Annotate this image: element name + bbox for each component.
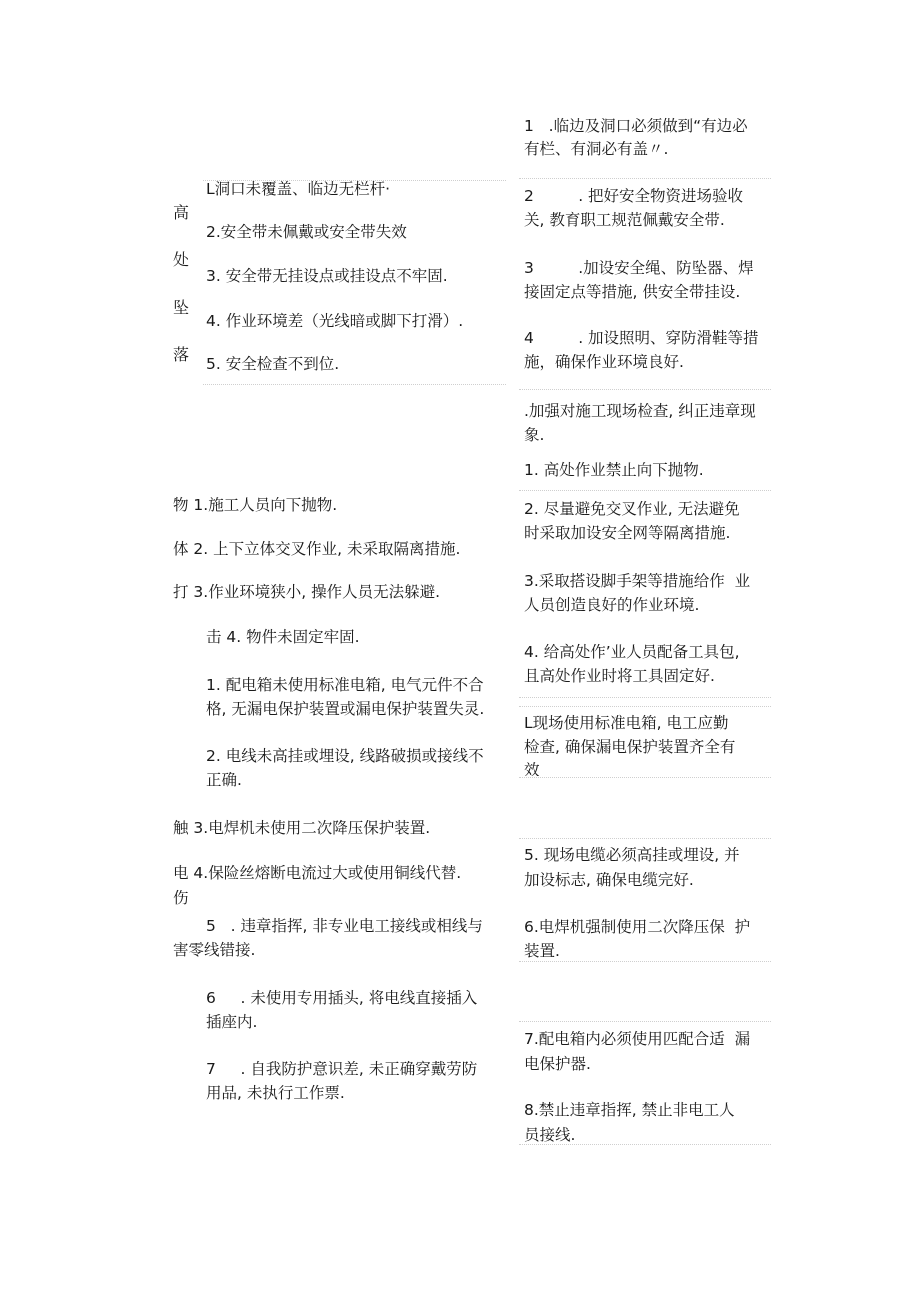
shock-cause: 7 . 自我防护意识差, 未正确穿戴劳防 <box>206 1060 478 1078</box>
fall-measure: 3 .加设安全绳、防坠器、焊 <box>524 259 754 277</box>
shock-measure: 6.电焊机强制使用二次降压保 护 <box>524 918 751 936</box>
fall-measure: .加强对施工现场检查, 纠正违章现 <box>524 402 756 420</box>
shock-measure: 效 <box>524 761 540 776</box>
fall-measure: 4 . 加设照明、穿防滑鞋等措 <box>524 329 759 347</box>
fall-measure: 关, 教育职工规范佩戴安全带. <box>524 211 725 229</box>
fall-measure: 有栏、有洞必有盖〃. <box>524 140 669 158</box>
fall-category-char: 高 <box>173 203 190 222</box>
strike-measure: 2. 尽量避免交叉作业, 无法避免 <box>524 500 740 518</box>
shock-cause: 触 3.电焊机未使用二次降压保护装置. <box>173 819 431 837</box>
strike-measure: 时采取加设安全网等隔离措施. <box>524 524 731 542</box>
shock-measure: 电保护器. <box>524 1055 591 1073</box>
shock-measure: 7.配电箱内必须使用匹配合适 漏 <box>524 1030 751 1048</box>
fall-measure: 接固定点等措施, 供安全带挂设. <box>524 283 741 301</box>
shock-cause: 害零线错接. <box>173 941 256 959</box>
fall-cause: 5. 安全检查不到位. <box>206 355 340 373</box>
fall-cause: 4. 作业环境差（光线暗或脚下打滑）. <box>206 312 464 330</box>
shock-cause: 电 4.保险丝熔断电流过大或使用铜线代替. <box>173 864 462 882</box>
shock-measure: 8.禁止违章指挥, 禁止非电工人 <box>524 1101 735 1119</box>
shock-measure: L现场使用标准电箱, 电工应勤 <box>524 714 729 732</box>
shock-measure: 加设标志, 确保电缆完好. <box>524 871 694 889</box>
strike-cause: 击 4. 物件未固定牢固. <box>206 628 360 646</box>
shock-cause: 正确. <box>206 771 242 789</box>
shock-measure: 5. 现场电缆必须高挂或埋设, 并 <box>524 846 740 864</box>
shock-measure: 员接线. <box>524 1126 576 1144</box>
shock-cause: 插座内. <box>206 1013 258 1031</box>
fall-category-char: 处 <box>173 250 190 269</box>
shock-cause: 用品, 未执行工作票. <box>206 1084 345 1102</box>
fall-category-char: 落 <box>173 345 190 364</box>
strike-cause: 物 1.施工人员向下抛物. <box>173 496 338 514</box>
shock-measure: 装置. <box>524 942 560 960</box>
strike-measure: 3.采取搭设脚手架等措施给作 业 <box>524 572 751 590</box>
fall-cause: 2.安全带未佩戴或安全带失效 <box>206 223 407 241</box>
strike-cause: 体 2. 上下立体交叉作业, 未采取隔离措施. <box>173 540 461 558</box>
shock-cause: 伤 <box>173 889 189 907</box>
strike-measure: 且高处作业时将工具固定好. <box>524 667 715 685</box>
shock-cause: 格, 无漏电保护装置或漏电保护装置失灵. <box>206 700 485 718</box>
strike-cause: 打 3.作业环境狭小, 操作人员无法躲避. <box>173 583 440 601</box>
fall-measure: 1 .临边及洞口必须做到“有边必 <box>524 117 748 135</box>
shock-cause: 5 . 违章指挥, 非专业电工接线或相线与 <box>206 917 483 935</box>
fall-measure: 2 . 把好安全物资进场验收 <box>524 187 744 205</box>
fall-category-char: 坠 <box>173 298 190 317</box>
fall-cause: L洞口未覆盖、临边无栏杆· <box>206 180 391 198</box>
strike-measure: 4. 给高处作’业人员配备工具包, <box>524 643 740 661</box>
strike-measure: 1. 高处作业禁止向下抛物. <box>524 461 704 479</box>
shock-cause: 1. 配电箱未使用标准电箱, 电气元件不合 <box>206 676 484 694</box>
fall-measure: 施，确保作业环境良好. <box>524 353 684 371</box>
strike-measure: 人员创造良好的作业环境. <box>524 596 700 614</box>
shock-cause: 2. 电线未高挂或埋设, 线路破损或接线不 <box>206 747 484 765</box>
shock-cause: 6 . 未使用专用插头, 将电线直接插入 <box>206 989 478 1007</box>
shock-measure: 检查, 确保漏电保护装置齐全有 <box>524 738 736 756</box>
fall-measure: 象. <box>524 426 545 444</box>
fall-cause: 3. 安全带无挂设点或挂设点不牢固. <box>206 267 448 285</box>
